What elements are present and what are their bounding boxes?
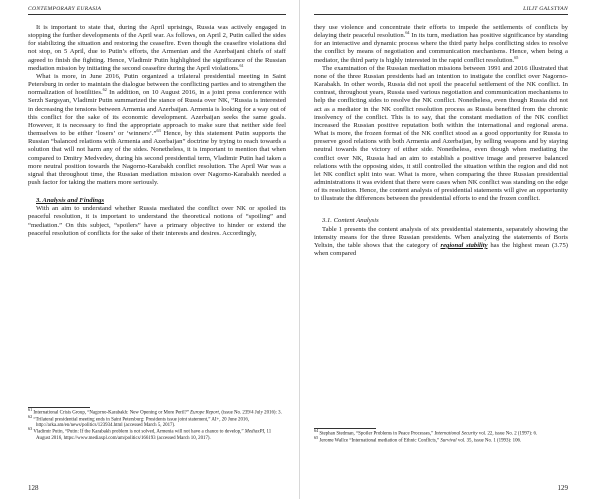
footnote: $^{61}$ International Crisis Group, “Nagorno-Karabakh: New Opening or More Peril?” Europe Report, (issue No. 239/4 July 2016): 3.: [28, 407, 282, 416]
right-body-text: [314, 24, 568, 258]
footnote-rule: [28, 407, 90, 408]
header-rule-left: [28, 14, 286, 15]
paragraph: It is important to state that, during the April uprisings, Russia was actively engaged in stopping the further developments of the April war. As follows, on April 2, Putin called the sides for stabilizing the situation and restoring the ceasefire. Even though the ceasefire violations did not stop, on 5 April, due to Putin’s efforts, the Armenian and the Azerbaijani chiefs of staff agreed to finish the fighting. Hence, Vladimir Putin highlighted the significance of the Russian mediation mission by initiating the second ceasefire during the April violations.$^{61}$: [28, 24, 286, 72]
footnote-rule: [314, 428, 376, 429]
running-header-left: CONTEMPORARY EURASIA: [28, 6, 102, 12]
footnote-ref: 61: [239, 62, 244, 68]
footnote: $^{62}$ “Trilateral presidential meeting ends in Saint Petersburg: Presidents issue joint statement,” AI+, 20 June 2016, http://arka.am/en/news/politics/123934.html (accessed March 5, 2017).: [28, 413, 250, 429]
paragraph: What is more, in June 2016, Putin organized a trilateral presidential meeting in Saint Petersburg in order to maintain the dialogue between the conflicting parties and to strengthen the normalization of hostilities.$^{62}$ In addition, on 10 August 2016, in a joint press conference with Serzh Sargsyan, Vladimir Putin summarized the stance of Russia over NK, “Russia is interested in decreasing the tensions between Armenia and Azerbaijan. Armenia is looking for a way out of this conflict for the sake of its economic development. Azerbaijan seeks the same goals. However, it is necessary to find the appropriate approach to make sure that neither side feel themselves to be either ‘losers’ or ‘winners’.”$^{63}$ Hence, by this statement Putin supports the Russian “balanced relations with Armenia and Azerbaijan” doctrine by trying to reach towards a solution that will not harm any of the sides. Nonetheless, it is important to mention that when compared to Dmitry Medvedev, during his second presidential term, Vladimir Putin had taken a more neutral position towards the Nagorno-Karabakh conflict resolution. The April War was a signal that throughout time, the Russian mediation mission over Nagorno-Karabakh needed a push factor for taking the matters more seriously.: [28, 72, 286, 186]
emphasis-regional-stability: regional stability: [440, 241, 488, 249]
running-header-right: LILIT GALSTYAN: [523, 6, 568, 12]
section-heading: 3. Analysis and Findings: [36, 197, 105, 205]
left-body-text: [28, 24, 286, 238]
footnote-ref: 64: [405, 29, 410, 35]
page-number-left: 128: [28, 484, 39, 492]
subsection-heading: 3.1. Content Analysis: [322, 217, 379, 225]
paragraph: With an aim to understand whether Russia mediated the conflict over NK or spoiled its peaceful resolution, it is important to understand the theoretical notions of “spoiling” and “mediation.” On this subject, “spoilers” have a primary objective to hinder or extend the peaceful resolution of conflicts for the sake of their interests and desires. Accordingly,: [28, 205, 286, 237]
page-number-right: 129: [557, 484, 568, 492]
footnotes-right: [314, 428, 568, 444]
footnotes-left: [28, 407, 286, 441]
footnote-ref: 65: [514, 54, 519, 60]
paragraph: they use violence and concentrate their efforts to impede the settlements of conflicts by delaying their peaceful resolution.$^{64}$ In its turn, mediation has positive significance by standing for an interactive and dynamic process where the third party helps conflicting sides to resolve the conflict by means of negotiation and communication mechanisms. Hence, when being a mediator, the third party is highly interested in the rapid conflict resolution.$^{65}$: [314, 24, 568, 64]
footnote: $^{65}$ Jerome Wallce “International mediation of Ethnic Conflicts,” Survival vol. 35, issue No. 1 (1993): 106.: [314, 434, 522, 444]
footnote-ref: 62: [102, 87, 107, 93]
footnote: $^{64}$ Stephan Stedman, “Spoiler Problems in Peace Processes,” International Security vol. 22, issue No. 2 (1997): 6.: [314, 428, 538, 437]
paragraph: Table 1 presents the content analysis of six presidential statements, separately showing the intensity means for the three Russian presidents. When analyzing the statements of Boris Yeltsin, the table shows that the category of regional stability has the highest mean (3.75) when compared: [314, 225, 569, 258]
paragraph: The examination of the Russian mediation missions between 1991 and 2016 illustrated that none of the three Russian presidents had an intention to instigate the conflict over Nagorno-Karabakh. In other words, Russia did not spoil the peaceful settlement of the NK conflict. In contrast, throughout years, Russia used various negotiation and communication mechanisms to help the conflicting sides to resolve the NK conflict. Nonetheless, even though Russia did not act as a mediator in the NK conflict resolution process as Russia benefited from the chronic insolvency of the conflict. This is to say, that the constant mediation of the NK conflict increased the Russian positive reputation both within the international and regional arena. What is more, the frozen format of the NK conflict stood as a good opportunity for Russia to preserve good relations with both Armenia and Azerbaijan, by selling weapons and by staying neutral towards the victory of either side. Nonetheless, even though when mediating the conflict over NK, Russia had an aim to establish a positive image and preserve balanced relations with the opposing sides, it still controlled the situation within the region and did not let NK conflict split into war. What is more, when comparing the three Russian presidential administrations it was evident that there were cases when NK conflict was standing on the edge of its resolution. Hence, the content analysis of presidential statements will give an opportunity to illustrate the differences between the presidential efforts to end the frozen conflict.: [314, 64, 568, 203]
footnote: $^{63}$ Vladimir Putin, “Putin: If the Karabakh problem is not solved, Armenia will not have a chance to develop,” MediaxPI, 11 August 2016, https://www.mediaxpl.com/am/politics/166193 (accessed March 10, 2017).: [28, 425, 272, 441]
header-rule-right: [314, 14, 568, 15]
footnote-ref: 63: [156, 127, 161, 133]
right-page: [300, 0, 600, 499]
